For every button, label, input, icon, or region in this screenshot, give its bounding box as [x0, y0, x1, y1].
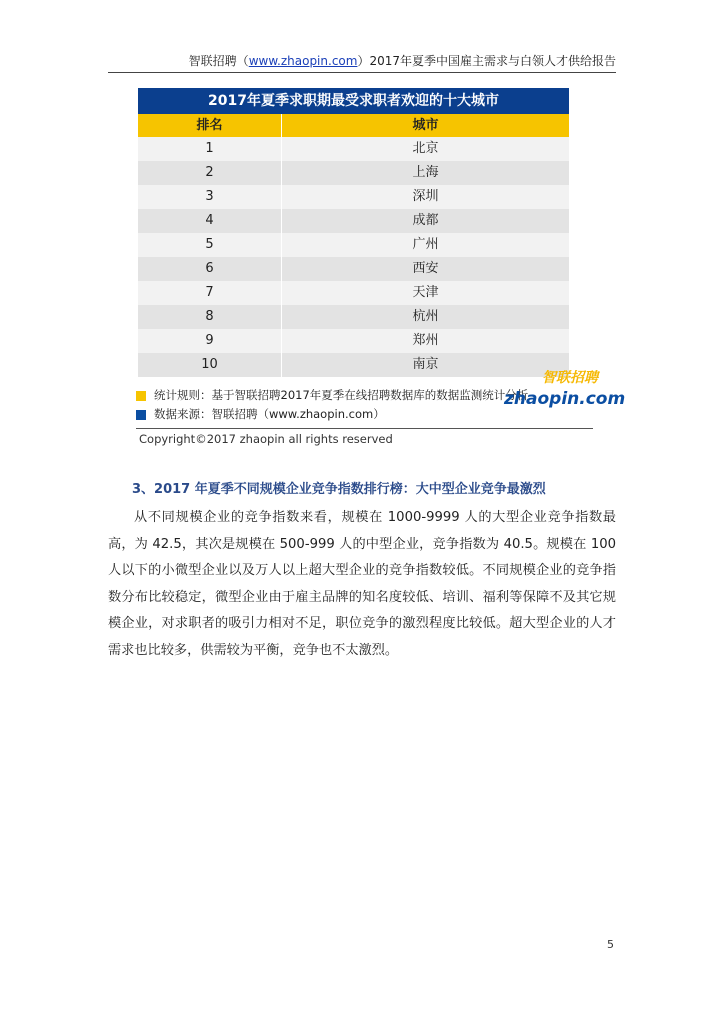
divider: [136, 428, 593, 429]
column-header-rank: 排名: [196, 118, 223, 133]
section-paragraph: 从不同规模企业的竞争指数来看，规模在 1000-9999 人的大型企业竞争指数最高，为 42.5，其次是规模在 500-999 人的中型企业，竞争指数为 40.5。规模在 100 人以下的小微型企业以及万人以上超大型企业的竞争指数较低。不同规模企业的竞争指数分布比较稳定，微型企业由于雇主品牌的知名度较低、培训、福利等保障不及其它规模企业，对求职者的吸引力相对不足，职位竞争的激烈程度比较低。超大型企业的人才需求也比较多，供需较为平衡，竞争也不太激烈。: [108, 510, 616, 658]
table-row: [138, 185, 569, 209]
header-prefix: 智联招聘（: [188, 54, 249, 68]
section-heading: 3、2017 年夏季不同规模企业竞争指数排行榜：大中型企业竞争最激烈: [132, 482, 546, 497]
city-cell: 广州: [281, 233, 569, 257]
table-header-row: [138, 114, 569, 137]
rank-cell: 6: [205, 261, 214, 276]
city-cell: 上海: [281, 161, 569, 185]
column-header-city: 城市: [281, 114, 569, 137]
city-cell: 天津: [281, 281, 569, 305]
table-title: 2017年夏季求职期最受求职者欢迎的十大城市: [138, 88, 569, 114]
table-row: [138, 257, 569, 281]
header-suffix: ）2017年夏季中国雇主需求与白领人才供给报告: [357, 54, 616, 68]
note-rule-text: 统计规则：基于智联招聘2017年夏季在线招聘数据库的数据监测统计分析: [154, 388, 529, 402]
table-row: [138, 233, 569, 257]
table-row: [138, 329, 569, 353]
yellow-square-icon: [136, 391, 146, 401]
rank-cell: 10: [201, 357, 218, 372]
top-cities-table: [138, 88, 569, 377]
page-header: [108, 52, 616, 73]
city-cell: 西安: [281, 257, 569, 281]
logo-chinese: 智联招聘: [542, 370, 598, 386]
city-cell: 杭州: [281, 305, 569, 329]
rank-cell: 3: [205, 189, 214, 204]
rank-cell: 5: [205, 237, 214, 252]
logo-english: zhaopin.com: [504, 389, 626, 409]
rank-cell: 1: [205, 141, 214, 156]
note-source-text: 数据来源：智联招聘（www.zhaopin.com）: [154, 407, 385, 421]
page-number: 5: [607, 938, 614, 951]
city-cell: 深圳: [281, 185, 569, 209]
city-cell: 南京: [281, 353, 569, 377]
table-row: [138, 305, 569, 329]
rank-cell: 4: [205, 213, 214, 228]
blue-square-icon: [136, 410, 146, 420]
rank-cell: 2: [205, 165, 214, 180]
city-cell: 北京: [281, 137, 569, 161]
table-row: [138, 137, 569, 161]
table-row: [138, 161, 569, 185]
table-row: [138, 209, 569, 233]
header-link[interactable]: www.zhaopin.com: [248, 54, 358, 68]
rank-cell: 9: [205, 333, 214, 348]
copyright-text: Copyright©2017 zhaopin all rights reserved: [139, 432, 393, 446]
table-row: [138, 281, 569, 305]
city-cell: 郑州: [281, 329, 569, 353]
rank-cell: 8: [205, 309, 214, 324]
rank-cell: 7: [205, 285, 214, 300]
zhaopin-logo: [504, 367, 626, 423]
city-cell: 成都: [281, 209, 569, 233]
